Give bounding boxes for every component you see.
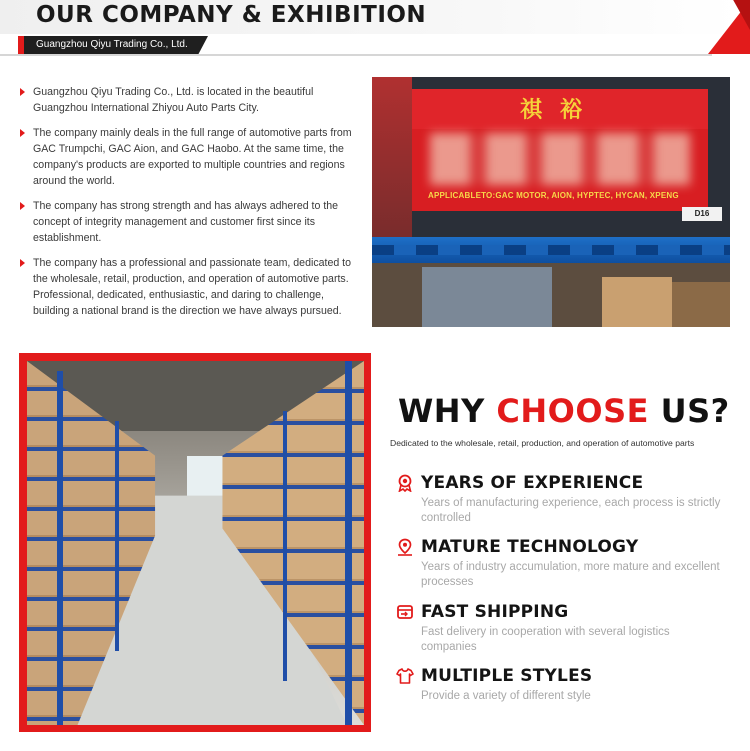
- storefront-booth-code: D16: [682, 207, 722, 221]
- feature-description: Years of manufacturing experience, each process is strictly controlled: [421, 497, 721, 524]
- intro-item: [20, 198, 360, 246]
- feature-description: Fast delivery in cooperation with several logistics companies: [421, 626, 670, 653]
- intro-item: [20, 84, 360, 116]
- why-title-part: US?: [648, 392, 730, 430]
- header-divider: [0, 54, 712, 56]
- shelf-upright: [283, 411, 287, 681]
- feature-title: YEARS OF EXPERIENCE: [421, 473, 644, 493]
- shelf-upright: [57, 371, 63, 725]
- shirt-icon: [396, 667, 414, 685]
- intro-text: The company has strong strength and has always adhered to the concept of integrity management and customer first since its establishment.: [33, 200, 339, 244]
- bullet-arrow-icon: [20, 259, 25, 267]
- storefront-sign-brand: 祺裕: [519, 97, 600, 123]
- storefront-carton: [672, 282, 730, 327]
- company-intro-list: [20, 84, 360, 328]
- storefront-window: [422, 267, 552, 327]
- shipping-box-icon: [396, 603, 414, 621]
- bullet-arrow-icon: [20, 88, 25, 96]
- why-choose-us-subtitle: Dedicated to the wholesale, retail, production, and operation of automotive parts: [390, 438, 695, 448]
- intro-item: [20, 125, 360, 189]
- storefront-photo: [372, 77, 730, 327]
- storefront-awning-stripes: [372, 245, 730, 255]
- why-choose-us-heading: [398, 392, 730, 430]
- bullet-arrow-icon: [20, 129, 25, 137]
- intro-text: The company mainly deals in the full range of automotive parts from GAC Trumpchi, GAC Aion, and GAC Haobo. At the same time, the company's products are exported to multiple countries and regions around the world.: [33, 127, 352, 187]
- feature-title: MULTIPLE STYLES: [421, 666, 593, 686]
- company-name-subtitle: Guangzhou Qiyu Trading Co., Ltd.: [36, 39, 188, 50]
- storefront-carton: [602, 277, 672, 327]
- storefront-sign-applicable: APPLICABLETO:GAC MOTOR, AION, HYPTEC, HYCAN, XPENG: [428, 191, 679, 200]
- why-title-highlight: CHOOSE: [496, 392, 649, 430]
- why-title-part: WHY: [398, 392, 497, 430]
- header-red-accent: [18, 36, 24, 54]
- award-badge-icon: [396, 474, 414, 492]
- feature-title: MATURE TECHNOLOGY: [421, 537, 639, 557]
- shelf-upright: [115, 421, 119, 651]
- shelf-upright: [345, 361, 352, 725]
- location-pin-icon: [396, 538, 414, 556]
- page-title: OUR COMPANY & EXHIBITION: [36, 2, 427, 28]
- intro-item: [20, 255, 360, 319]
- intro-text: Guangzhou Qiyu Trading Co., Ltd. is located in the beautiful Guangzhou International Zhiyou Auto Parts City.: [33, 86, 314, 114]
- storefront-sign-blurred-text: [430, 133, 690, 185]
- storefront-sign: [412, 89, 710, 218]
- intro-text: The company has a professional and passionate team, dedicated to the wholesale, retail, production, and operation of automotive parts. Professional, dedicated, enthusiastic, and daring to challenge, building a national brand is the direction we have always pursued.: [33, 257, 352, 317]
- warehouse-photo: [27, 361, 364, 725]
- feature-description: Provide a variety of different style: [421, 690, 591, 702]
- bullet-arrow-icon: [20, 202, 25, 210]
- feature-title: FAST SHIPPING: [421, 602, 569, 622]
- feature-description: Years of industry accumulation, more mature and excellent processes: [421, 561, 720, 588]
